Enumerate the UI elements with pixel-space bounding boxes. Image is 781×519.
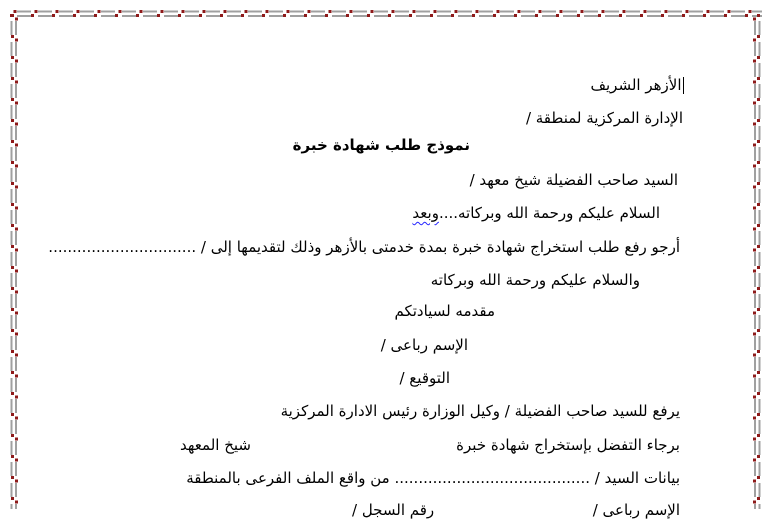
line-salutation-text: السلام عليكم ورحمة الله وبركاته....: [438, 204, 660, 222]
line-central-admin[interactable]: [526, 109, 683, 127]
line-submitted-by[interactable]: [394, 302, 495, 320]
line-quadruple-name[interactable]: [381, 336, 468, 354]
line-please-issue[interactable]: [180, 436, 680, 454]
line-bottom-partial[interactable]: [352, 501, 680, 519]
line-please-issue-text: برجاء التفضل بإستخراج شهادة خبرة: [456, 436, 680, 454]
spellcheck-flagged-word: وبعد: [412, 204, 439, 222]
line-request-text: أرجو رفع طلب استخراج شهادة خبرة بمدة خدمتى بالأزهر وذلك لتقديمها إلى / ...............................: [48, 238, 680, 256]
bottom-name-label: الإسم رباعى /: [592, 501, 680, 519]
line-central-admin-text: الإدارة المركزية لمنطقة /: [525, 109, 683, 127]
line-forward-to[interactable]: [281, 402, 680, 420]
text-cursor: [683, 77, 685, 94]
line-applicant-data-text: بيانات السيد / ......................................... من واقع الملف الفرعى بالمنطقة: [186, 469, 680, 487]
line-addressee-text: السيد صاحب الفضيلة شيخ معهد /: [469, 171, 678, 189]
line-azhar-header-text: الأزهر الشريف: [590, 76, 682, 94]
sheikh-institute-label: شيخ المعهد: [180, 436, 251, 454]
line-request[interactable]: [48, 238, 680, 256]
line-azhar-header[interactable]: [590, 76, 684, 94]
form-title[interactable]: [293, 136, 470, 154]
line-signature-text: التوقيع /: [399, 369, 450, 387]
bottom-record-number-label: رقم السجل /: [352, 501, 435, 519]
page-border-top-icon: [10, 10, 762, 18]
line-closing-salutation[interactable]: [431, 271, 640, 289]
page-border-right-icon: [753, 14, 761, 509]
line-applicant-data[interactable]: [186, 469, 680, 487]
form-title-text: نموذج طلب شهادة خبرة: [292, 136, 470, 154]
line-submitted-by-text: مقدمه لسيادتكم: [394, 302, 495, 320]
line-salutation[interactable]: [412, 204, 660, 222]
line-forward-to-text: يرفع للسيد صاحب الفضيلة / وكيل الوزارة رئيس الادارة المركزية: [280, 402, 680, 420]
line-addressee[interactable]: [470, 171, 678, 189]
page-border-left-icon: [10, 14, 18, 509]
line-signature[interactable]: [399, 369, 450, 387]
line-quadruple-name-text: الإسم رباعى /: [380, 336, 468, 354]
line-closing-salutation-text: والسلام عليكم ورحمة الله وبركاته: [430, 271, 640, 289]
